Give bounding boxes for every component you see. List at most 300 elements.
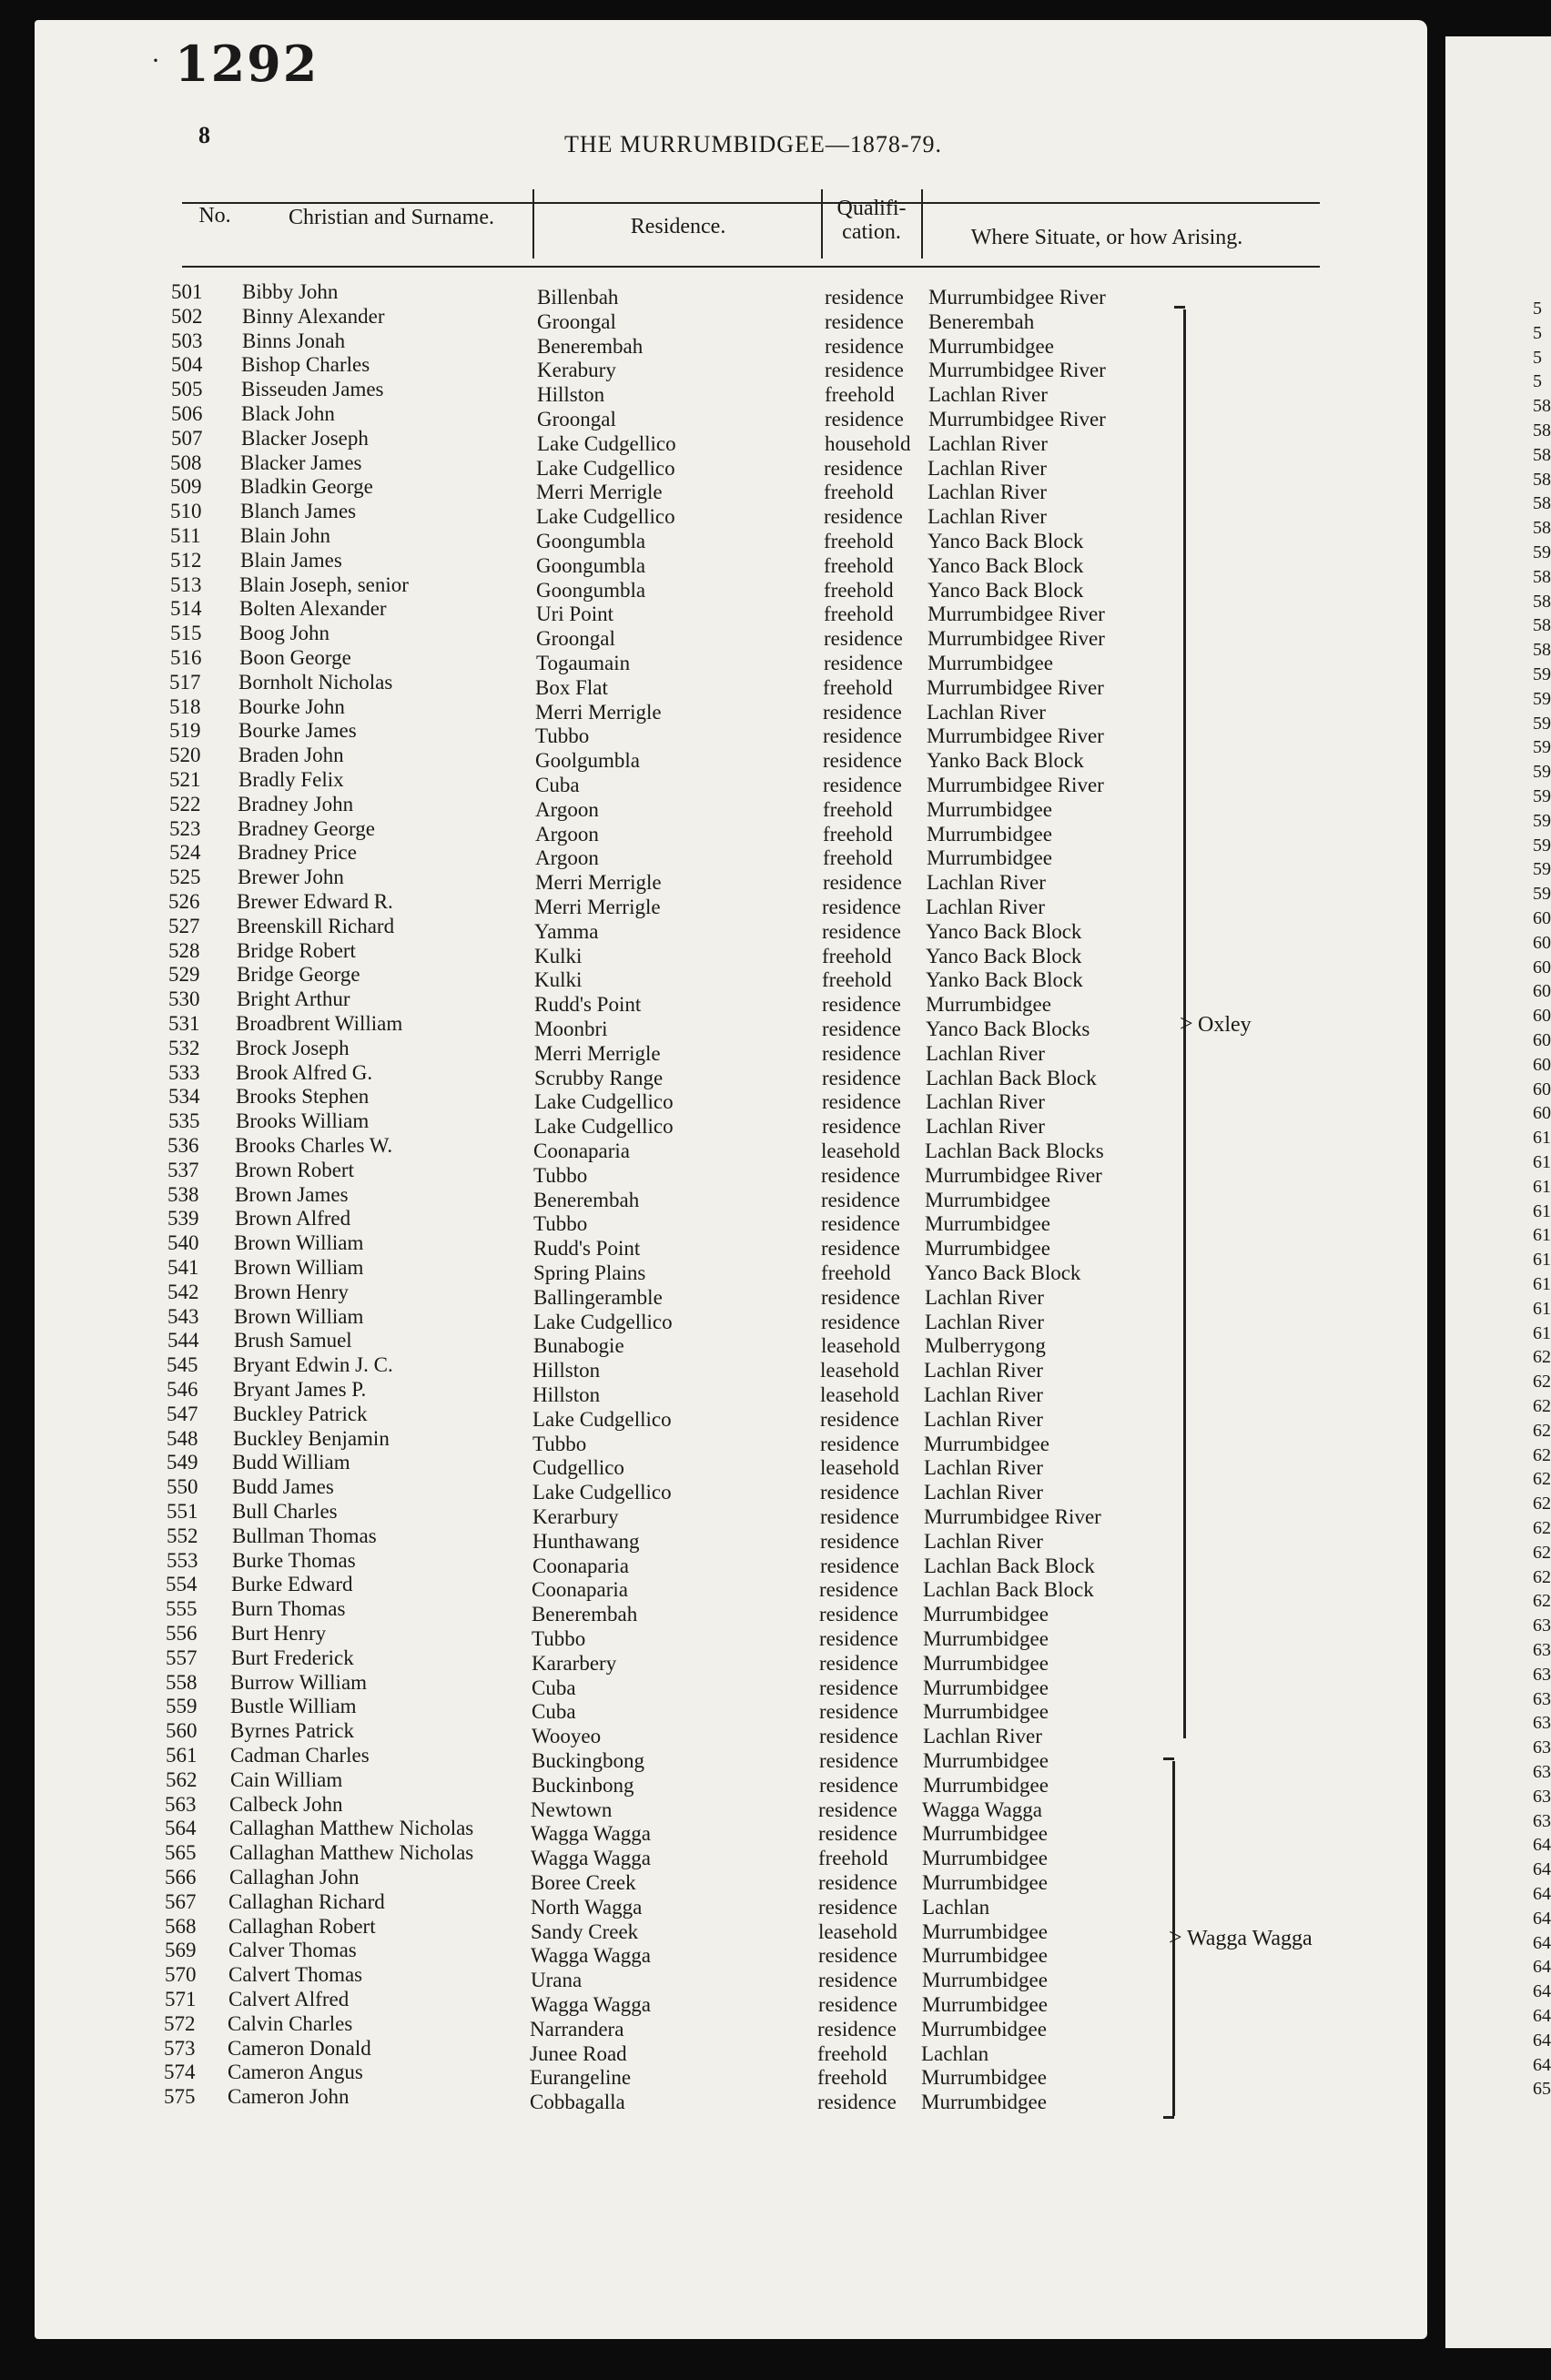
entry-residence: Boree Creek — [531, 1871, 636, 1894]
adjacent-page-number: 64 — [1533, 1884, 1551, 1904]
entry-name: Cadman Charles — [230, 1744, 370, 1767]
entry-name: Calbeck John — [229, 1793, 343, 1816]
entry-number: 542 — [167, 1281, 199, 1303]
entry-qualification: leasehold — [820, 1383, 899, 1406]
district-wagga-wagga: Wagga Wagga — [1187, 1927, 1313, 1950]
entry-where: Murrumbidgee — [928, 652, 1053, 674]
entry-number: 522 — [169, 793, 201, 815]
entry-name: Cameron Angus — [228, 2061, 363, 2083]
entry-qualification: residence — [821, 1311, 900, 1333]
entry-residence: Spring Plains — [533, 1261, 646, 1284]
entry-residence: Kerarbury — [532, 1505, 619, 1528]
entry-name: Bishop Charles — [241, 353, 370, 376]
entry-qualification: leasehold — [820, 1456, 899, 1479]
adjacent-page-number: 59 — [1533, 884, 1551, 904]
adjacent-page-number: 62 — [1533, 1372, 1551, 1392]
entry-number: 575 — [164, 2085, 196, 2108]
entry-name: Bryant James P. — [233, 1378, 367, 1401]
page-number: 8 — [198, 122, 210, 148]
entry-number: 568 — [165, 1915, 197, 1938]
entry-residence: Coonaparia — [532, 1555, 630, 1577]
entry-where: Lachlan River — [928, 457, 1047, 480]
entry-number: 571 — [165, 1988, 197, 2010]
entry-name: Brooks Charles W. — [235, 1134, 393, 1157]
entry-qualification: residence — [819, 1652, 898, 1675]
entry-residence: Wagga Wagga — [531, 1847, 651, 1869]
entry-residence: Newtown — [531, 1798, 613, 1821]
entry-where: Murrumbidgee — [923, 1676, 1049, 1699]
adjacent-page-number: 59 — [1533, 714, 1551, 734]
entry-name: Blain Joseph, senior — [239, 573, 409, 596]
entry-name: Bourke James — [238, 719, 357, 742]
entry-number: 528 — [168, 939, 200, 962]
adjacent-page-number: 62 — [1533, 1421, 1551, 1441]
entry-number: 565 — [165, 1841, 197, 1864]
entry-number: 550 — [167, 1475, 198, 1498]
entry-name: Calvert Alfred — [228, 1988, 350, 2010]
adjacent-page-number: 58 — [1533, 615, 1551, 635]
entry-qualification: residence — [819, 1700, 898, 1723]
entry-number: 540 — [167, 1231, 199, 1254]
entry-number: 534 — [168, 1085, 200, 1108]
entry-name: Bridge Robert — [237, 939, 356, 962]
entry-residence: Lake Cudgellico — [533, 1311, 673, 1333]
entry-qualification: residence — [821, 1212, 900, 1235]
entry-where: Lachlan River — [927, 701, 1046, 724]
adjacent-page-number: 62 — [1533, 1494, 1551, 1514]
entry-number: 554 — [166, 1573, 198, 1595]
entry-where: Lachlan Back Block — [924, 1555, 1095, 1577]
adjacent-page-number: 61 — [1533, 1299, 1551, 1319]
entry-qualification: freehold — [822, 968, 892, 991]
entry-name: Callaghan John — [229, 1866, 360, 1889]
entry-name: Bryant Edwin J. C. — [233, 1353, 393, 1376]
entry-qualification: residence — [822, 896, 901, 918]
entry-residence: Wooyeo — [532, 1725, 602, 1747]
entry-number: 562 — [166, 1768, 198, 1791]
wagga-brace-bottom — [1163, 2116, 1174, 2126]
entry-residence: Goolgumbla — [535, 749, 640, 772]
entry-residence: Wagga Wagga — [531, 1993, 651, 2016]
adjacent-page-number: 60 — [1533, 1030, 1551, 1050]
entry-where: Lachlan River — [925, 1311, 1044, 1333]
entry-where: Murrumbidgee — [928, 335, 1054, 358]
entry-name: Brewer John — [238, 866, 344, 888]
entry-number: 514 — [170, 597, 202, 620]
entry-qualification: residence — [821, 1164, 900, 1187]
entry-where: Murrumbidgee River — [925, 1164, 1102, 1187]
entry-number: 513 — [170, 573, 202, 596]
entry-name: Blacker James — [240, 451, 362, 474]
entry-residence: Lake Cudgellico — [532, 1408, 672, 1431]
entry-qualification: residence — [819, 1774, 898, 1797]
entry-name: Burrow William — [230, 1671, 368, 1694]
page-title: THE MURRUMBIDGEE—1878-79. — [564, 131, 942, 157]
entry-qualification: residence — [823, 724, 902, 747]
entry-number: 512 — [170, 549, 202, 572]
entry-name: Bridge George — [237, 963, 360, 986]
entry-residence: Ballingeramble — [533, 1286, 663, 1309]
entry-number: 549 — [167, 1451, 198, 1474]
entry-name: Bisseuden James — [241, 378, 384, 400]
adjacent-page-number: 64 — [1533, 1957, 1551, 1977]
entry-residence: Lake Cudgellico — [532, 1481, 672, 1504]
entry-residence: Cudgellico — [532, 1456, 624, 1479]
entry-where: Murrumbidgee — [927, 798, 1052, 821]
entry-where: Lachlan Back Blocks — [925, 1139, 1104, 1162]
entry-number: 536 — [167, 1134, 199, 1157]
entry-where: Murrumbidgee — [921, 2018, 1047, 2041]
entry-qualification: residence — [817, 2018, 897, 2041]
entry-where: Lachlan Back Block — [926, 1067, 1097, 1089]
entry-number: 533 — [168, 1061, 200, 1084]
adjacent-page-number: 59 — [1533, 689, 1551, 709]
entry-residence: Argoon — [535, 846, 599, 869]
entry-where: Lachlan River — [923, 1725, 1042, 1747]
adjacent-page-number: 63 — [1533, 1665, 1551, 1685]
entry-residence: Tubbo — [533, 1212, 588, 1235]
entry-residence: Goongumbla — [536, 530, 646, 552]
entry-where: Murrumbidgee — [923, 1603, 1049, 1625]
entry-number: 543 — [167, 1305, 199, 1328]
entry-qualification: residence — [819, 1725, 898, 1747]
entry-number: 530 — [168, 987, 200, 1010]
entry-residence: Junee Road — [530, 2042, 627, 2065]
adjacent-page-number: 58 — [1533, 592, 1551, 612]
entry-qualification: freehold — [818, 1847, 888, 1869]
entry-residence: Cuba — [535, 774, 580, 796]
entry-qualification: residence — [824, 652, 903, 674]
entry-where: Yanko Back Block — [927, 749, 1084, 772]
adjacent-page-number: 64 — [1533, 1909, 1551, 1929]
adjacent-page-number: 60 — [1533, 1103, 1551, 1123]
entry-name: Bradney George — [238, 817, 375, 840]
adjacent-page-number: 62 — [1533, 1518, 1551, 1538]
entry-residence: Rudd's Point — [534, 993, 642, 1016]
entry-name: Bradly Felix — [238, 768, 344, 791]
adjacent-page-number: 61 — [1533, 1201, 1551, 1221]
column-divider — [921, 189, 923, 258]
entry-number: 573 — [164, 2037, 196, 2060]
entry-residence: Goongumbla — [536, 579, 646, 602]
entry-name: Bustle William — [230, 1695, 357, 1717]
entry-where: Lachlan — [922, 1896, 990, 1919]
entry-name: Broadbrent William — [236, 1012, 403, 1035]
entry-qualification: residence — [825, 335, 904, 358]
entry-where: Murrumbidgee River — [928, 408, 1106, 430]
entry-where: Lachlan River — [926, 896, 1045, 918]
adjacent-page-number: 59 — [1533, 859, 1551, 879]
entry-where: Yanco Back Block — [926, 920, 1082, 943]
entry-where: Murrumbidgee — [927, 846, 1052, 869]
adjacent-page-number: 60 — [1533, 957, 1551, 977]
entry-where: Lachlan River — [928, 505, 1047, 528]
entry-qualification: residence — [817, 2091, 897, 2113]
entry-name: Calvert Thomas — [228, 1963, 363, 1986]
folio-mark: · — [151, 46, 160, 76]
entry-qualification: residence — [820, 1505, 899, 1528]
folio-number: 1292 — [175, 35, 319, 93]
entry-residence: Tubbo — [532, 1627, 586, 1650]
entry-where: Murrumbidgee — [927, 823, 1052, 846]
adjacent-page-number: 59 — [1533, 542, 1551, 562]
adjacent-page-number: 58 — [1533, 640, 1551, 660]
entry-number: 506 — [171, 402, 203, 425]
entry-qualification: residence — [818, 1871, 897, 1894]
entry-number: 538 — [167, 1183, 199, 1206]
entry-residence: Goongumbla — [536, 554, 646, 577]
entry-residence: Wagga Wagga — [531, 1822, 651, 1845]
entry-where: Yanko Back Block — [926, 968, 1083, 991]
entry-number: 569 — [165, 1939, 197, 1961]
adjacent-page-number: 63 — [1533, 1762, 1551, 1782]
entry-number: 570 — [165, 1963, 197, 1986]
entry-residence: Tubbo — [535, 724, 590, 747]
entry-where: Lachlan River — [924, 1359, 1043, 1382]
entry-residence: Urana — [531, 1969, 583, 1991]
entry-residence: Coonaparia — [532, 1578, 629, 1601]
entry-number: 508 — [170, 451, 202, 474]
column-divider — [532, 189, 534, 258]
entry-number: 507 — [171, 427, 203, 450]
entry-qualification: residence — [824, 505, 903, 528]
adjacent-page-number: 60 — [1533, 1079, 1551, 1099]
entry-name: Cain William — [230, 1768, 343, 1791]
entry-number: 561 — [166, 1744, 198, 1767]
entry-where: Murrumbidgee — [922, 1847, 1048, 1869]
entry-name: Black John — [241, 402, 335, 425]
entry-qualification: residence — [822, 1115, 901, 1138]
entry-residence: Rudd's Point — [533, 1237, 641, 1260]
entry-qualification: leasehold — [821, 1334, 900, 1357]
entry-where: Murrumbidgee — [922, 1969, 1048, 1991]
entry-where: Murrumbidgee — [926, 993, 1051, 1016]
entry-where: Yanco Back Block — [928, 530, 1084, 552]
entry-residence: Cuba — [532, 1700, 576, 1723]
entry-where: Lachlan River — [928, 481, 1047, 503]
entry-where: Murrumbidgee — [922, 1822, 1048, 1845]
entry-residence: Kulki — [534, 945, 583, 967]
entry-qualification: residence — [825, 408, 904, 430]
entry-qualification: residence — [819, 1603, 898, 1625]
entry-qualification: freehold — [821, 1261, 891, 1284]
adjacent-page-number: 62 — [1533, 1567, 1551, 1587]
adjacent-page-edge — [1445, 36, 1551, 2348]
entry-name: Callaghan Matthew Nicholas — [229, 1841, 474, 1864]
entry-residence: Lake Cudgellico — [536, 505, 675, 528]
entry-number: 546 — [167, 1378, 198, 1401]
adjacent-page-number: 60 — [1533, 981, 1551, 1001]
entry-number: 552 — [167, 1524, 198, 1547]
entry-qualification: residence — [818, 1969, 897, 1991]
entry-qualification: residence — [824, 457, 903, 480]
entry-residence: Kerabury — [537, 359, 616, 381]
entry-residence: Billenbah — [537, 286, 619, 309]
entry-qualification: residence — [823, 774, 902, 796]
entry-number: 563 — [165, 1793, 197, 1816]
wagga-brace-point: > — [1169, 1924, 1182, 1950]
entry-qualification: residence — [824, 627, 903, 650]
entry-name: Burt Henry — [231, 1622, 327, 1645]
entry-qualification: freehold — [823, 676, 893, 699]
entry-qualification: residence — [819, 1578, 898, 1601]
entry-residence: Scrubby Range — [534, 1067, 664, 1089]
entry-where: Lachlan River — [925, 1286, 1044, 1309]
adjacent-page-number: 60 — [1533, 1006, 1551, 1026]
entry-residence: Togaumain — [536, 652, 631, 674]
adjacent-page-number: 63 — [1533, 1787, 1551, 1807]
entry-residence: Lake Cudgellico — [534, 1115, 674, 1138]
header-where: Where Situate, or how Arising. — [970, 226, 1243, 249]
adjacent-page-number: 60 — [1533, 908, 1551, 928]
entry-residence: Groongal — [536, 627, 615, 650]
entry-number: 572 — [164, 2012, 196, 2035]
entry-qualification: residence — [818, 1822, 897, 1845]
entry-where: Murrumbidgee — [925, 1237, 1050, 1260]
entry-number: 521 — [169, 768, 201, 791]
entry-qualification: freehold — [824, 554, 894, 577]
entry-residence: Lake Cudgellico — [534, 1090, 674, 1113]
adjacent-page-number: 64 — [1533, 2006, 1551, 2026]
entry-where: Wagga Wagga — [922, 1798, 1042, 1821]
entry-where: Murrumbidgee — [923, 1627, 1049, 1650]
adjacent-page-number: 5 — [1533, 348, 1542, 368]
entry-qualification: freehold — [823, 798, 893, 821]
entry-qualification: residence — [818, 1896, 897, 1919]
adjacent-page-number: 58 — [1533, 470, 1551, 490]
entry-where: Lachlan Back Block — [923, 1578, 1094, 1601]
entry-where: Yanco Back Block — [925, 1261, 1081, 1284]
adjacent-page-number: 63 — [1533, 1615, 1551, 1636]
adjacent-page-number: 62 — [1533, 1543, 1551, 1563]
entry-name: Blacker Joseph — [241, 427, 369, 450]
entry-qualification: leasehold — [821, 1139, 900, 1162]
entry-where: Murrumbidgee — [921, 2066, 1047, 2089]
adjacent-page-number: 59 — [1533, 811, 1551, 831]
entry-qualification: residence — [825, 310, 904, 333]
adjacent-page-number: 59 — [1533, 786, 1551, 806]
entry-where: Lachlan River — [924, 1456, 1043, 1479]
entry-name: Brown Alfred — [235, 1207, 351, 1230]
entry-qualification: residence — [821, 1237, 900, 1260]
entry-number: 547 — [167, 1403, 198, 1425]
entry-residence: Tubbo — [532, 1433, 587, 1455]
entry-residence: Yamma — [534, 920, 599, 943]
entry-where: Murrumbidgee River — [928, 603, 1105, 625]
entry-number: 553 — [167, 1549, 198, 1572]
adjacent-page-number: 61 — [1533, 1152, 1551, 1172]
entry-residence: Argoon — [535, 798, 599, 821]
adjacent-page-number: 62 — [1533, 1591, 1551, 1611]
entry-name: Bladkin George — [240, 475, 373, 498]
entry-name: Bourke John — [238, 695, 345, 718]
entry-where: Murrumbidgee — [921, 2091, 1047, 2113]
header-residence: Residence. — [630, 215, 726, 238]
entry-number: 574 — [164, 2061, 196, 2083]
entry-qualification: residence — [819, 1749, 898, 1772]
entry-name: Bright Arthur — [237, 987, 350, 1010]
entry-where: Lachlan River — [924, 1383, 1043, 1406]
entry-residence: Lake Cudgellico — [536, 457, 675, 480]
adjacent-page-number: 63 — [1533, 1640, 1551, 1660]
entry-number: 551 — [167, 1500, 198, 1523]
entry-residence: Box Flat — [535, 676, 608, 699]
entry-number: 511 — [170, 524, 201, 547]
header-no: No. — [198, 204, 231, 228]
entry-number: 524 — [169, 841, 201, 864]
entry-residence: North Wagga — [531, 1896, 643, 1919]
entry-residence: Merri Merrigle — [534, 896, 661, 918]
entry-number: 509 — [170, 475, 202, 498]
entry-number: 526 — [168, 890, 200, 913]
adjacent-page-number: 63 — [1533, 1811, 1551, 1831]
entry-residence: Eurangeline — [530, 2066, 632, 2089]
entry-where: Yanco Back Block — [926, 945, 1082, 967]
entry-name: Brewer Edward R. — [237, 890, 393, 913]
adjacent-page-number: 60 — [1533, 1055, 1551, 1075]
adjacent-page-number: 58 — [1533, 567, 1551, 587]
district-oxley: Oxley — [1198, 1013, 1252, 1037]
entry-residence: Merri Merrigle — [536, 481, 663, 503]
entry-where: Yanco Back Block — [928, 554, 1084, 577]
entry-number: 516 — [170, 646, 202, 669]
oxley-brace-top — [1174, 306, 1185, 316]
entry-qualification: freehold — [822, 945, 892, 967]
entry-name: Byrnes Patrick — [230, 1719, 355, 1742]
entry-residence: Hillston — [532, 1383, 601, 1406]
adjacent-page-number: 61 — [1533, 1323, 1551, 1343]
entry-number: 518 — [169, 695, 201, 718]
entry-where: Murrumbidgee River — [927, 724, 1104, 747]
adjacent-page-number: 64 — [1533, 2031, 1551, 2051]
entry-where: Lachlan River — [924, 1408, 1043, 1431]
entry-name: Bornholt Nicholas — [238, 671, 393, 694]
entry-number: 523 — [169, 817, 201, 840]
adjacent-page-number: 65 — [1533, 2079, 1551, 2099]
entry-qualification: residence — [819, 1627, 898, 1650]
entry-number: 544 — [167, 1329, 199, 1352]
entry-number: 537 — [167, 1159, 199, 1181]
entry-name: Callaghan Richard — [228, 1890, 385, 1913]
entry-name: Brook Alfred G. — [236, 1061, 373, 1084]
entry-residence: Hillston — [532, 1359, 601, 1382]
adjacent-page-number: 61 — [1533, 1250, 1551, 1270]
entry-residence: Buckinbong — [532, 1774, 634, 1797]
entry-number: 560 — [166, 1719, 198, 1742]
entry-name: Breenskill Richard — [237, 915, 395, 937]
entry-qualification: freehold — [817, 2066, 887, 2089]
entry-qualification: residence — [822, 993, 901, 1016]
entry-number: 517 — [169, 671, 201, 694]
entry-residence: Cobbagalla — [530, 2091, 625, 2113]
adjacent-page-number: 59 — [1533, 762, 1551, 782]
entry-qualification: freehold — [824, 530, 894, 552]
entry-name: Brooks William — [236, 1109, 370, 1132]
adjacent-page-number: 64 — [1533, 1981, 1551, 2001]
adjacent-page-number: 63 — [1533, 1713, 1551, 1733]
entry-qualification: leasehold — [818, 1920, 897, 1943]
entry-qualification: household — [825, 432, 911, 455]
entry-qualification: residence — [820, 1433, 899, 1455]
adjacent-page-number: 59 — [1533, 664, 1551, 684]
adjacent-page-number: 58 — [1533, 420, 1551, 441]
adjacent-page-number: 61 — [1533, 1128, 1551, 1148]
entry-where: Murrumbidgee — [922, 1993, 1048, 2016]
entry-qualification: freehold — [823, 823, 893, 846]
entry-number: 557 — [166, 1646, 198, 1669]
entry-name: Bolten Alexander — [239, 597, 387, 620]
entry-qualification: residence — [823, 871, 902, 894]
